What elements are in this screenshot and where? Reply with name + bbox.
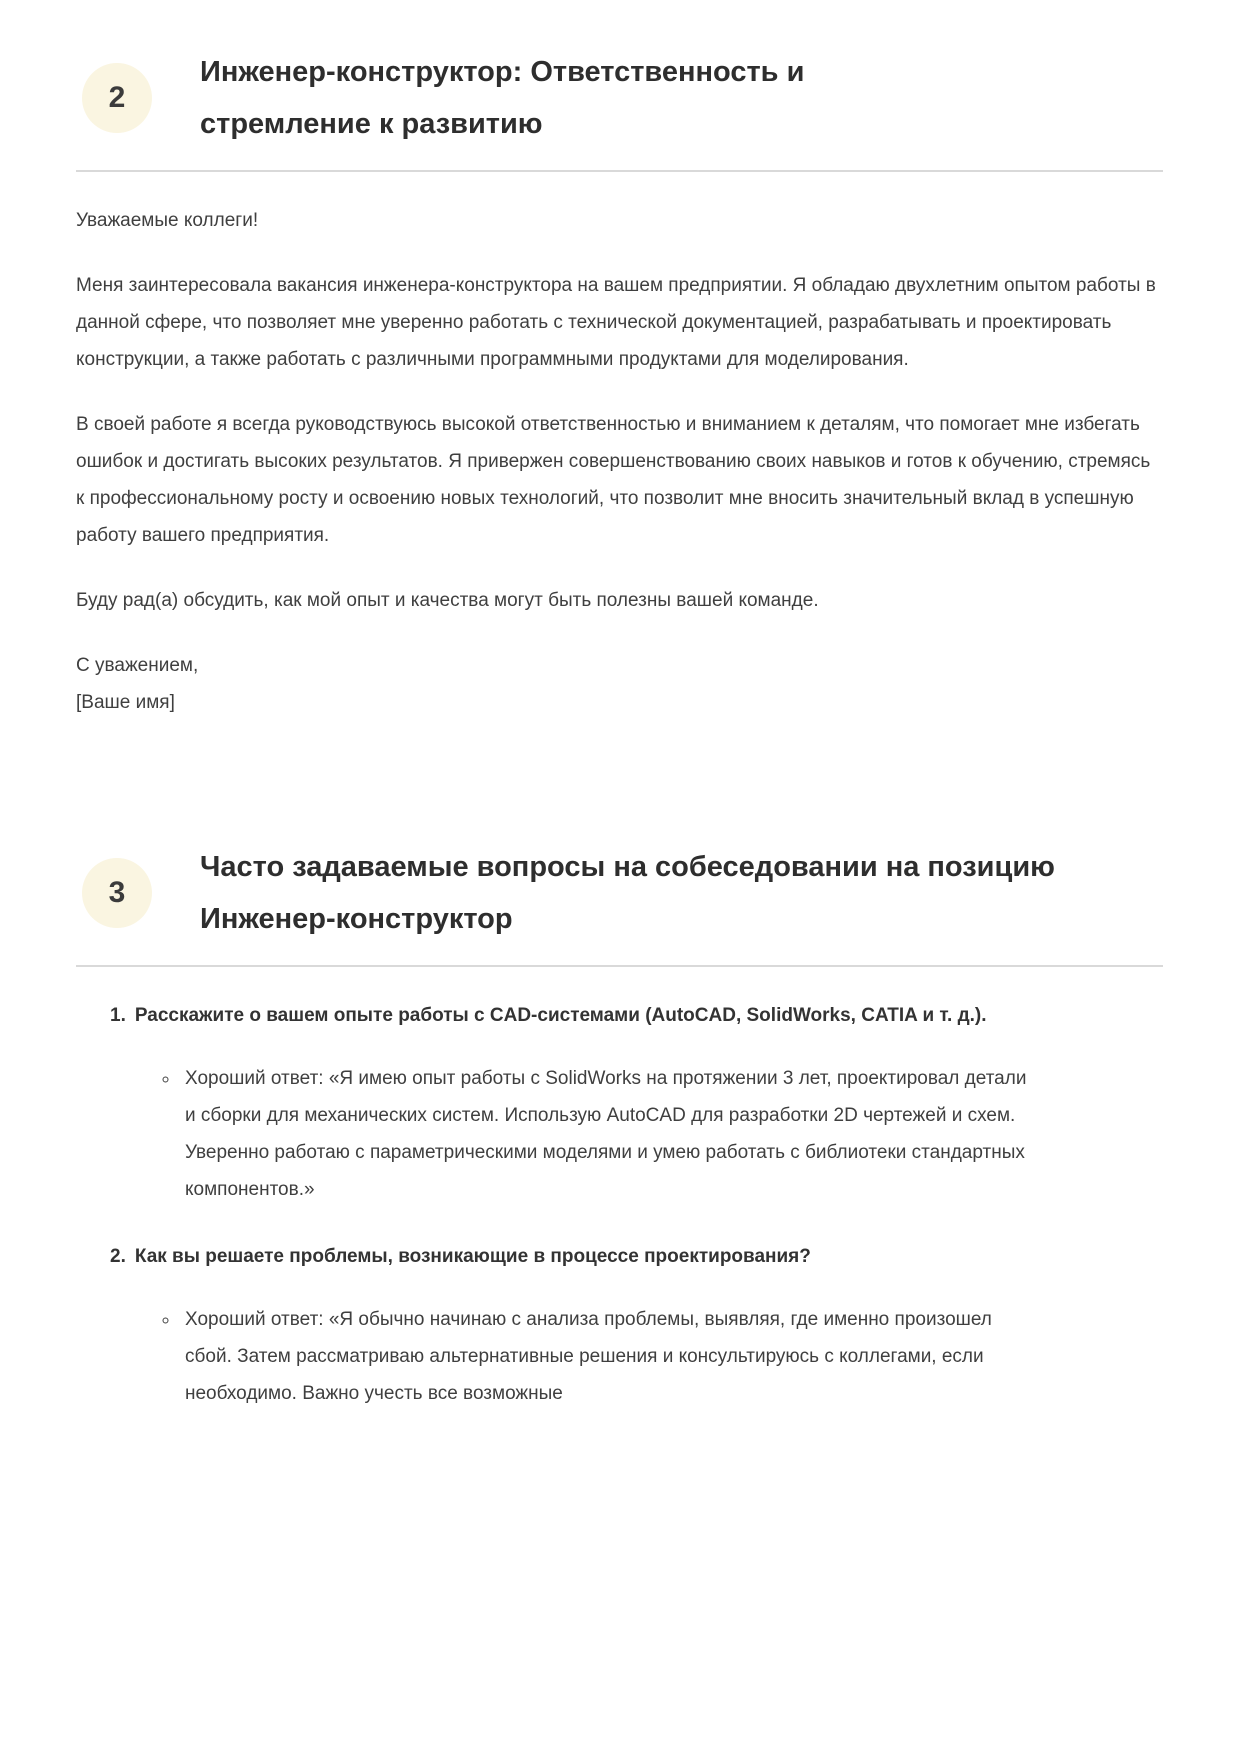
section-2-header	[76, 46, 1163, 150]
signature-regards: С уважением,	[76, 655, 199, 676]
section-3-divider	[76, 965, 1163, 967]
question-2-number: 2.	[110, 1246, 126, 1267]
section-3-number-badge: 3	[82, 858, 152, 928]
faq-item-2	[76, 1238, 1163, 1412]
signature-block	[76, 647, 1163, 721]
signature-name-placeholder: [Ваше имя]	[76, 692, 175, 713]
question-2-text: Как вы решаете проблемы, возникающие в процессе проектирования?	[134, 1246, 811, 1267]
section-3-header	[76, 841, 1163, 945]
faq-question-2	[76, 1238, 1163, 1275]
answer-list-1	[76, 1060, 1163, 1208]
section-2-divider	[76, 170, 1163, 172]
paragraph-qualities: В своей работе я всегда руководствуюсь высокой ответственностью и вниманием к деталям, что помогает мне избегать ошибок и достигать высоких результатов. Я привержен совершенствованию своих навыков и готов к обучению, стремясь к профессиональному росту и освоению новых технологий, что позволит мне вносить значительный вклад в успешную работу вашего предприятия.	[76, 414, 1151, 546]
faq-list	[76, 997, 1163, 1412]
cover-letter-body	[76, 202, 1163, 721]
section-3-title: Часто задаваемые вопросы на собеседовании на позицию Инженер-конструктор	[200, 851, 1055, 935]
faq-question-1	[76, 997, 1163, 1034]
paragraph-closing: Буду рад(а) обсудить, как мой опыт и качества могут быть полезны вашей команде.	[76, 590, 819, 611]
answer-2-text: ◦ Хороший ответ: «Я обычно начинаю с анализа проблемы, выявляя, где именно произошел сбой. Затем рассматриваю альтернативные решения и консультируюсь с коллегами, если необходимо. Важно учесть все возможные	[180, 1301, 1040, 1412]
answer-list-2	[76, 1301, 1163, 1412]
answer-1-text: ◦ Хороший ответ: «Я имею опыт работы с SolidWorks на протяжении 3 лет, проектировал детали и сборки для механических систем. Использую AutoCAD для разработки 2D чертежей и схем. Уверенно работаю с параметрическими моделями и умею работать с библиотеки стандартных компонентов.»	[180, 1060, 1040, 1208]
question-1-text: Расскажите о вашем опыте работы с CAD-системами (AutoCAD, SolidWorks, CATIA и т. д.).	[134, 1005, 987, 1026]
paragraph-intro: Меня заинтересовала вакансия инженера-конструктора на вашем предприятии. Я обладаю двухлетним опытом работы в данной сфере, что позволяет мне уверенно работать с технической документацией, разрабатывать и проектировать конструкции, а также работать с различными программными продуктами для моделирования.	[76, 275, 1156, 370]
paragraph-greeting: Уважаемые коллеги!	[76, 210, 259, 231]
section-cover-letter	[76, 46, 1163, 721]
faq-item-1	[76, 997, 1163, 1208]
section-faq	[76, 841, 1163, 1412]
section-2-title: Инженер-конструктор: Ответственность и стремление к развитию	[200, 56, 805, 140]
question-1-number: 1.	[110, 1005, 126, 1026]
section-2-number-badge: 2	[82, 63, 152, 133]
